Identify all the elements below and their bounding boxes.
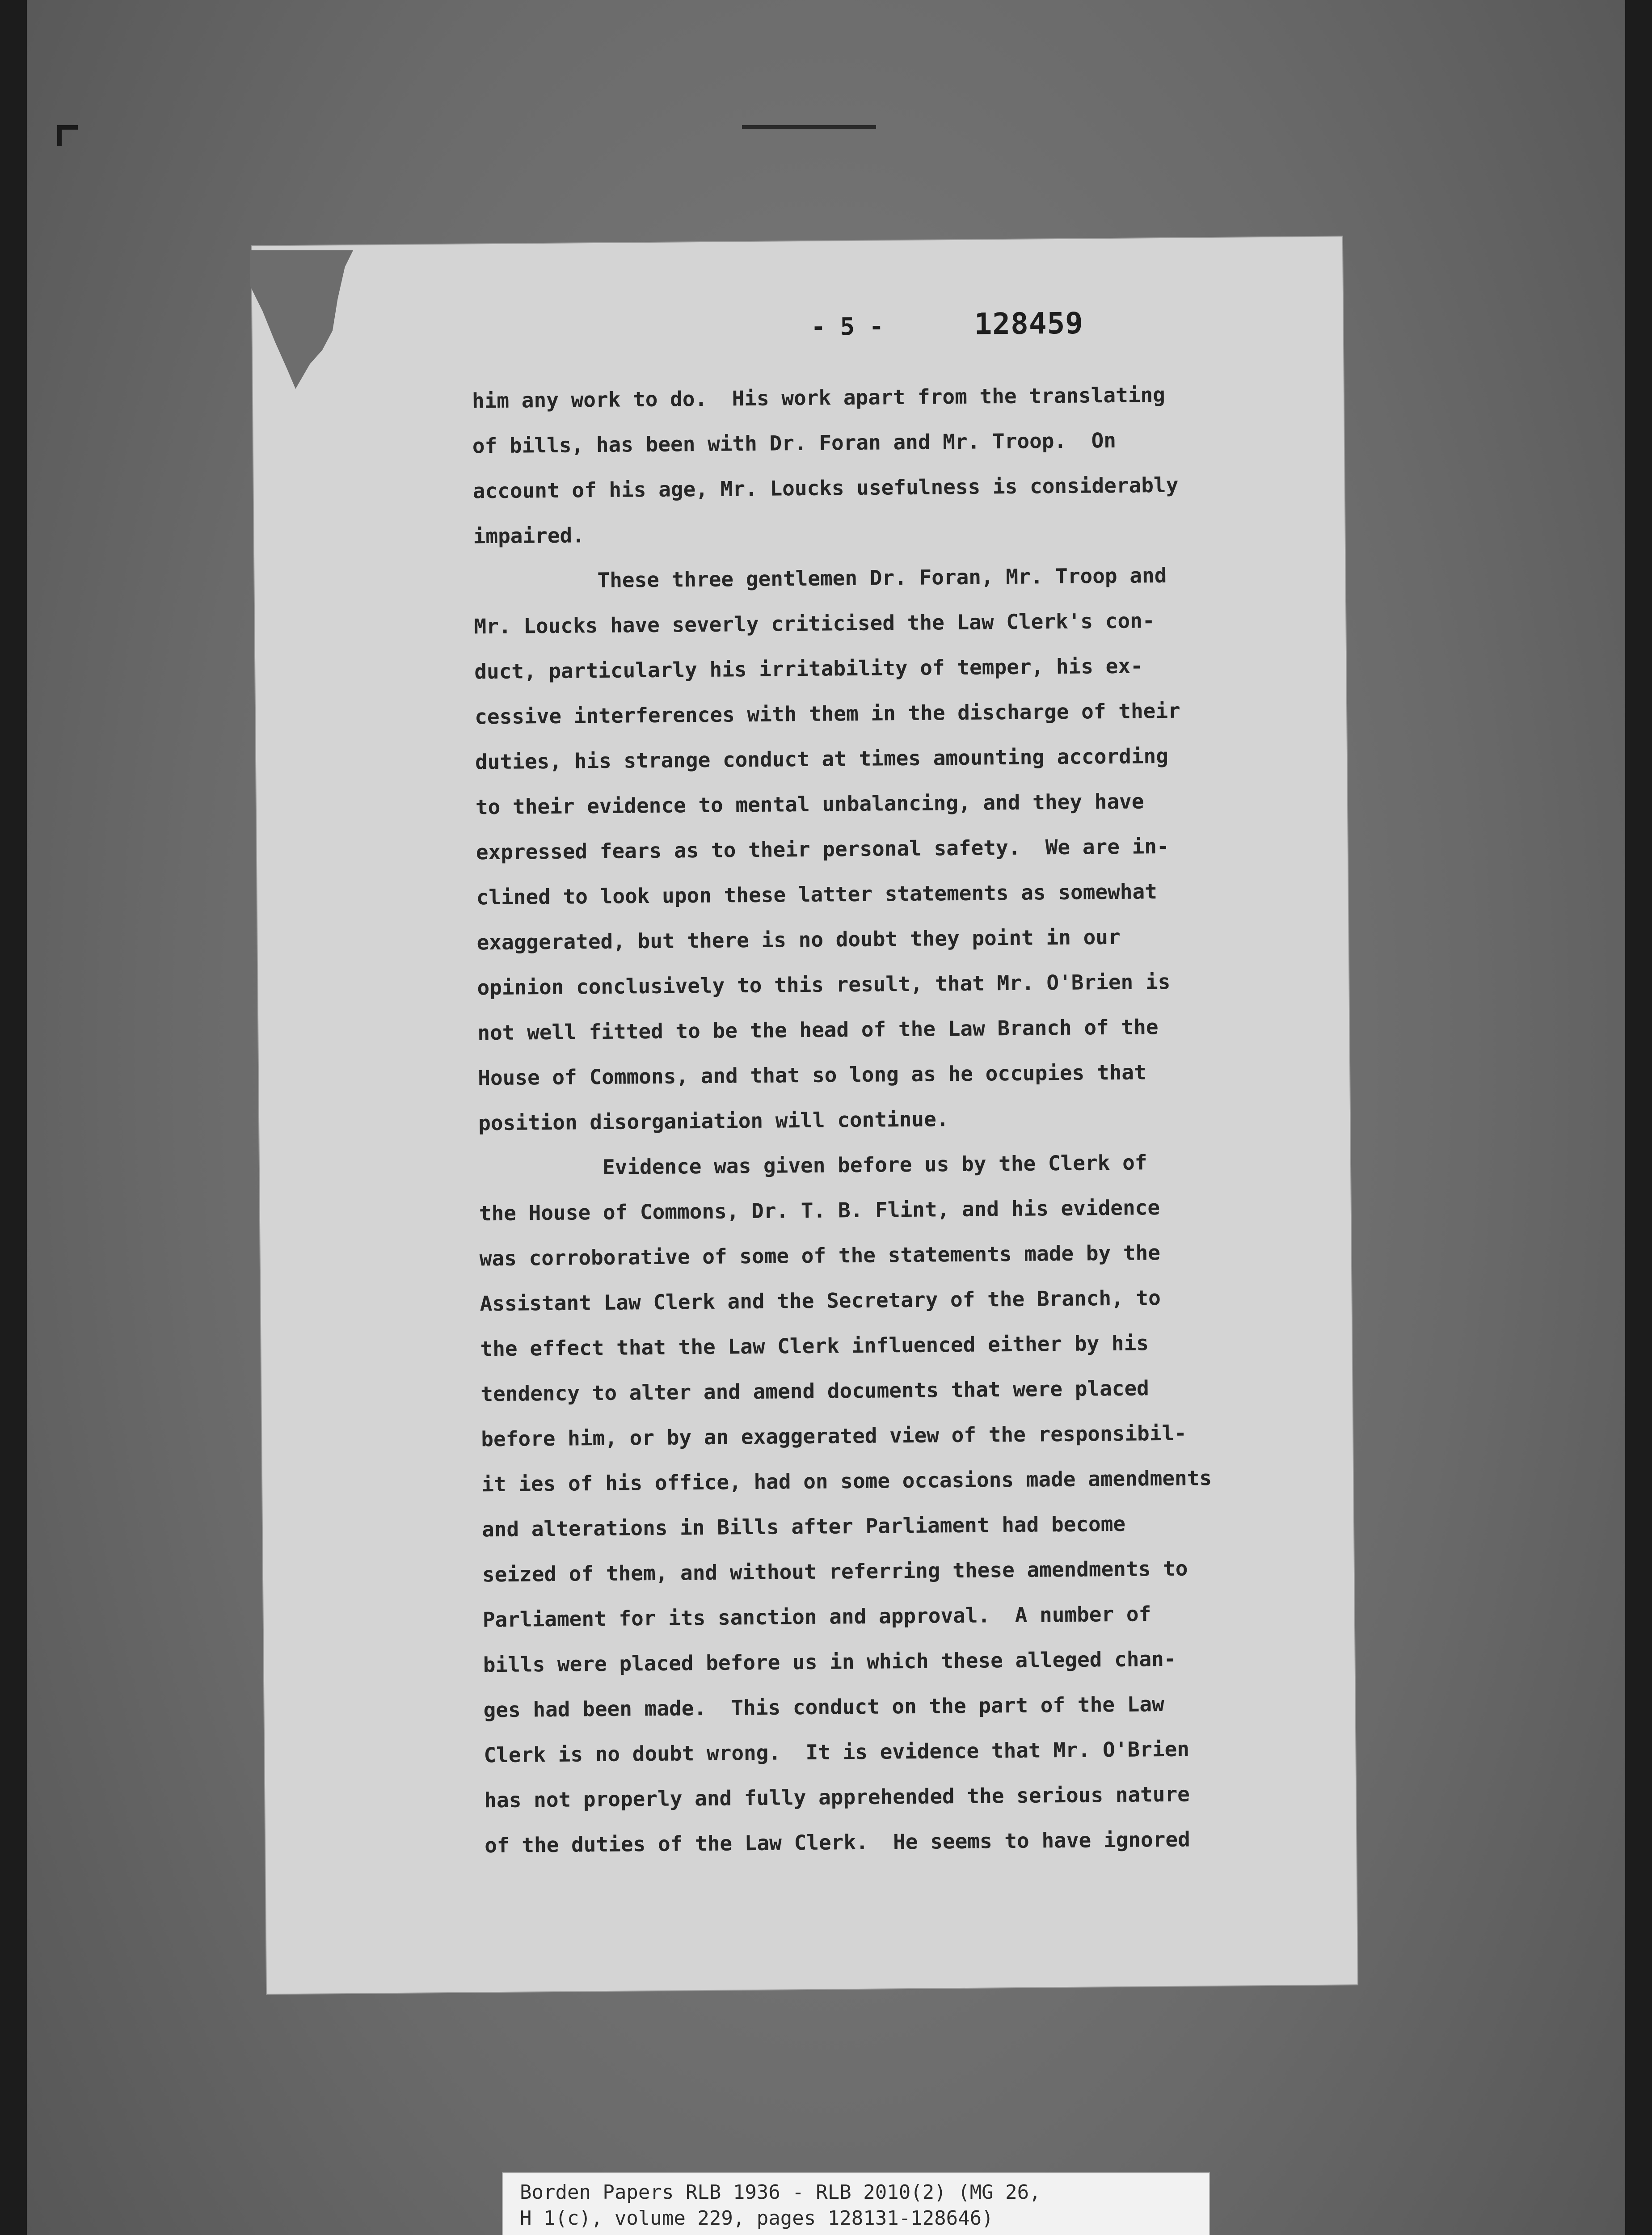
body-line: him any work to do. His work apart from the translating xyxy=(472,382,1166,413)
citation-line-2: H 1(c), volume 229, pages 128131-128646) xyxy=(520,2207,994,2230)
body-line: the House of Commons, Dr. T. B. Flint, and his evidence xyxy=(479,1195,1160,1226)
body-line: impaired. xyxy=(473,523,585,548)
body-line: ges had been made. This conduct on the part of the Law xyxy=(483,1692,1164,1722)
body-line: Mr. Loucks have severly criticised the Law Clerk's con- xyxy=(474,608,1155,639)
film-edge-left xyxy=(0,0,27,2235)
body-line: of the duties of the Law Clerk. He seems to have ignored xyxy=(484,1827,1190,1858)
body-line: and alterations in Bills after Parliament had become xyxy=(481,1511,1126,1542)
body-line: House of Commons, and that so long as he occupies that xyxy=(478,1060,1146,1090)
body-line: exaggerated, but there is no doubt they point in our xyxy=(476,924,1121,955)
body-line: Evidence was given before us by the Clerk of xyxy=(478,1150,1147,1181)
film-edge-right xyxy=(1625,0,1652,2235)
citation-line-1: Borden Papers RLB 1936 - RLB 2010(2) (MG 26, xyxy=(520,2181,1041,2204)
page-number: - 5 - xyxy=(811,312,884,341)
body-line: clined to look upon these latter statements as somewhat xyxy=(476,879,1158,910)
body-line: not well fitted to be the head of the Law Branch of the xyxy=(477,1015,1159,1045)
body-line: position disorganiation will continue. xyxy=(478,1107,949,1135)
body-line: has not properly and fully apprehended the serious nature xyxy=(484,1782,1190,1813)
frame-top-mark xyxy=(742,125,876,129)
archive-stamp-number: 128459 xyxy=(974,306,1084,342)
body-line: These three gentlemen Dr. Foran, Mr. Troop and xyxy=(473,563,1167,594)
body-line: it ies of his office, had on some occasions made amendments xyxy=(481,1466,1212,1497)
crop-corner-mark xyxy=(57,125,78,146)
page-header xyxy=(252,304,1343,353)
body-line: duct, particularly his irritability of temper, his ex- xyxy=(474,654,1143,684)
body-line: tendency to alter and amend documents that were placed xyxy=(480,1376,1150,1406)
body-text xyxy=(472,371,1325,1868)
body-line: to their evidence to mental unbalancing, and they have xyxy=(475,789,1144,819)
body-line: before him, or by an exaggerated view of the responsibil- xyxy=(481,1421,1187,1451)
body-line: was corroborative of some of the statements made by the xyxy=(479,1240,1161,1271)
body-line: Parliament for its sanction and approval. A number of xyxy=(482,1602,1151,1632)
citation-slip xyxy=(503,2173,1209,2235)
body-line: Assistant Law Clerk and the Secretary of the Branch, to xyxy=(480,1286,1161,1316)
citation-text xyxy=(520,2180,1041,2231)
typed-page xyxy=(252,236,1357,1994)
body-line: expressed fears as to their personal safety. We are in- xyxy=(476,834,1169,864)
body-line: the effect that the Law Clerk influenced either by his xyxy=(480,1331,1149,1361)
body-line: duties, his strange conduct at times amounting according xyxy=(475,743,1169,774)
body-line: Clerk is no doubt wrong. It is evidence that Mr. O'Brien xyxy=(484,1737,1190,1767)
body-line: seized of them, and without referring these amendments to xyxy=(482,1556,1188,1587)
body-line: opinion conclusively to this result, that Mr. O'Brien is xyxy=(477,969,1171,1000)
body-line: bills were placed before us in which these alleged chan- xyxy=(483,1646,1176,1677)
body-line: of bills, has been with Dr. Foran and Mr. Troop. On xyxy=(472,428,1117,458)
body-line: cessive interferences with them in the discharge of their xyxy=(474,698,1180,729)
body-line: account of his age, Mr. Loucks usefulness is considerably xyxy=(472,472,1179,503)
